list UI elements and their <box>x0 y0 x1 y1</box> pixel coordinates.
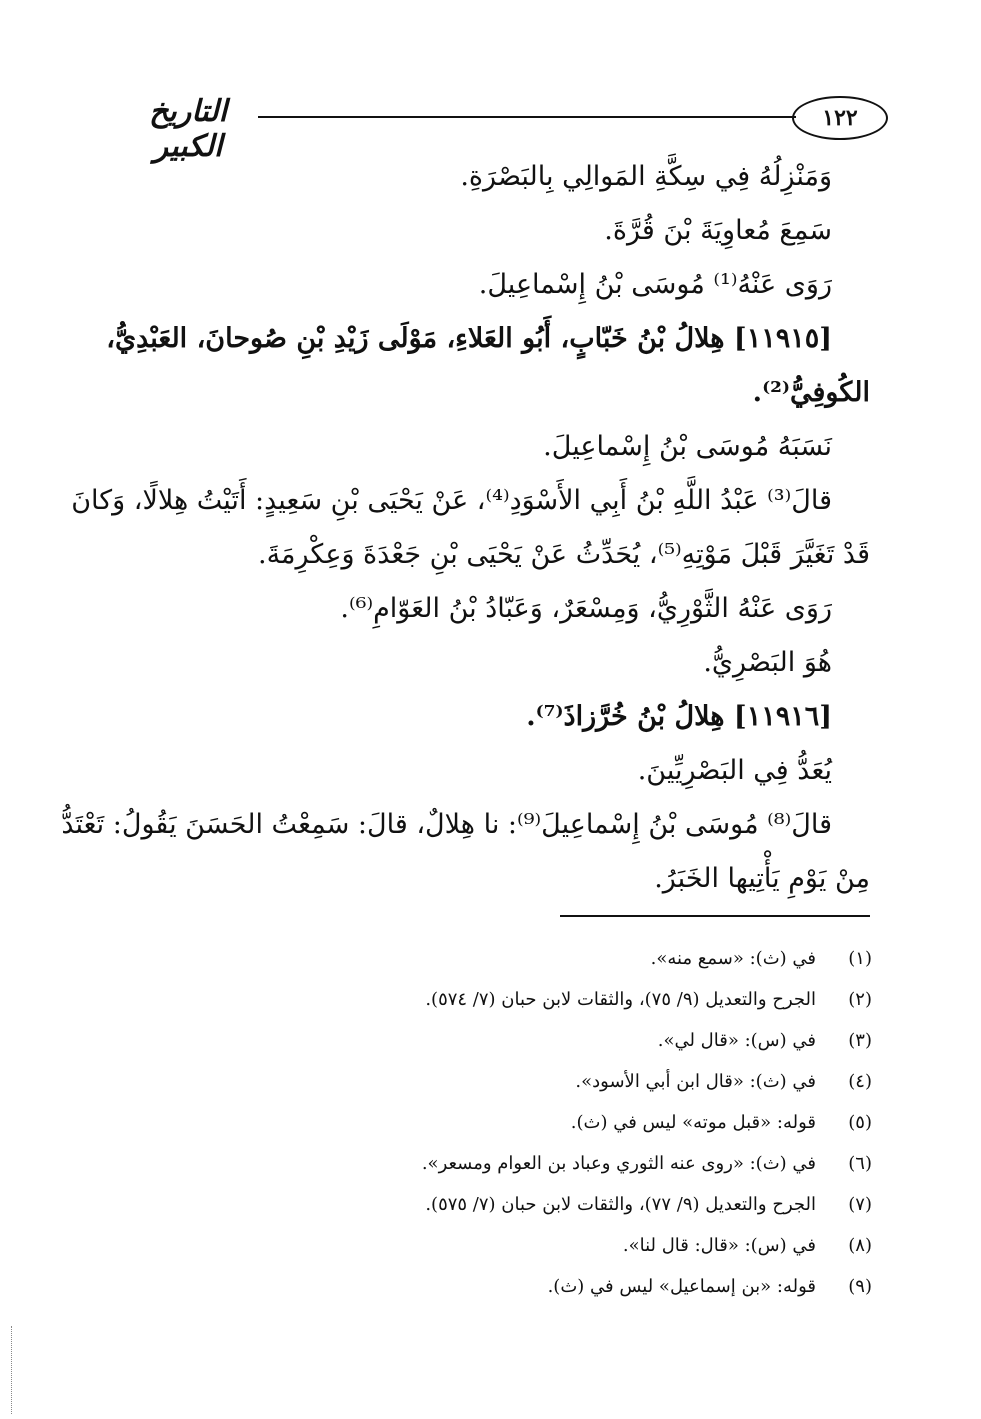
page-header <box>118 92 888 164</box>
footnote-number: (٩) <box>848 1276 872 1297</box>
text-line: وَمَنْزِلُهُ فِي سِكَّةِ المَوالِي بِالبَصْرَةِ. <box>460 161 832 192</box>
footnote-text: الجرح والتعديل (٩/ ٧٥)، والثقات لابن حبان (٧/ ٥٧٤). <box>425 989 816 1010</box>
footnote-number: (٨) <box>848 1235 872 1256</box>
header-rule <box>258 116 796 118</box>
footnote-text: في (ث): «سمع منه». <box>650 948 816 969</box>
text-line: يُعَدُّ فِي البَصْرِيِّينَ. <box>637 755 832 786</box>
book-title: التاريخ الكبير <box>149 94 227 164</box>
footnote <box>130 1020 872 1061</box>
footnote-number: (٧) <box>848 1194 872 1215</box>
footnote-number: (٣) <box>848 1030 872 1051</box>
main-text <box>61 150 870 906</box>
footnote-text: في (س): «قال: قال لنا». <box>622 1235 816 1256</box>
entry-heading: [١١٩١٥] هِلالُ بْنُ خَبّابٍ، أَبُو العَلاءِ، مَوْلَى زَيْدِ بْنِ صُوحانَ، العَبْدِيُّ، <box>106 323 832 354</box>
footnote <box>130 1061 872 1102</box>
footnote <box>130 979 872 1020</box>
footnote-text: قوله: «قبل موته» ليس في (ث). <box>570 1112 816 1133</box>
text-line: هُوَ البَصْرِيُّ. <box>703 647 832 678</box>
text-line: قالَ⁽³⁾ عَبْدُ اللَّهِ بْنُ أَبِي الأَسْوَدِ⁽⁴⁾، عَنْ يَحْيَى بْنِ سَعِيدٍ: أَتَيْتُ هِلالًا، وَكانَ <box>71 485 832 516</box>
entry-heading-continued: الكُوفِيُّ⁽²⁾. <box>752 377 870 408</box>
footnote-text: قوله: «بن إسماعيل» ليس في (ث). <box>547 1276 816 1297</box>
text-line: سَمِعَ مُعاوِيَةَ بْنَ قُرَّةَ. <box>604 215 832 246</box>
footnote-number: (٢) <box>848 989 872 1010</box>
footnote-number: (١) <box>848 948 872 969</box>
footnote-separator <box>560 915 870 917</box>
text-line: رَوَى عَنْهُ⁽¹⁾ مُوسَى بْنُ إِسْماعِيلَ. <box>478 269 832 300</box>
footnote <box>130 1143 872 1184</box>
text-line: مِنْ يَوْمِ يَأْتِيها الخَبَرُ. <box>654 863 870 894</box>
footnote <box>130 1266 872 1307</box>
footnote <box>130 1225 872 1266</box>
text-line: رَوَى عَنْهُ الثَّوْرِيُّ، وَمِسْعَرٌ، وَعَبّادُ بْنُ العَوّامِ⁽⁶⁾. <box>340 593 832 624</box>
footnote-number: (٤) <box>848 1071 872 1092</box>
scan-margin-marks <box>11 1326 15 1414</box>
footnote-text: في (ث): «روى عنه الثوري وعباد بن العوام ومسعر». <box>421 1153 816 1174</box>
footnote-text: في (ث): «قال ابن أبي الأسود». <box>575 1071 816 1092</box>
footnote <box>130 1184 872 1225</box>
footnote-text: الجرح والتعديل (٩/ ٧٧)، والثقات لابن حبان (٧/ ٥٧٥). <box>425 1194 816 1215</box>
page-number: ١٢٢ <box>792 96 888 140</box>
footnotes <box>130 938 872 1307</box>
text-line: قالَ⁽⁸⁾ مُوسَى بْنُ إِسْماعِيلَ⁽⁹⁾: نا هِلالٌ، قالَ: سَمِعْتُ الحَسَنَ يَقُولُ: تَعْتَدُّ <box>61 809 832 840</box>
footnote <box>130 938 872 979</box>
text-line: نَسَبَهُ مُوسَى بْنُ إِسْماعِيلَ. <box>543 431 832 462</box>
footnote-text: في (س): «قال لي». <box>657 1030 816 1051</box>
footnote-number: (٦) <box>848 1153 872 1174</box>
entry-heading: [١١٩١٦] هِلالُ بْنُ خُرَّزاذَ⁽⁷⁾. <box>526 701 832 732</box>
footnote-number: (٥) <box>848 1112 872 1133</box>
text-line: قَدْ تَغَيَّرَ قَبْلَ مَوْتِهِ⁽⁵⁾، يُحَدِّثُ عَنْ يَحْيَى بْنِ جَعْدَةَ وَعِكْرِمَةَ. <box>258 539 870 570</box>
footnote <box>130 1102 872 1143</box>
